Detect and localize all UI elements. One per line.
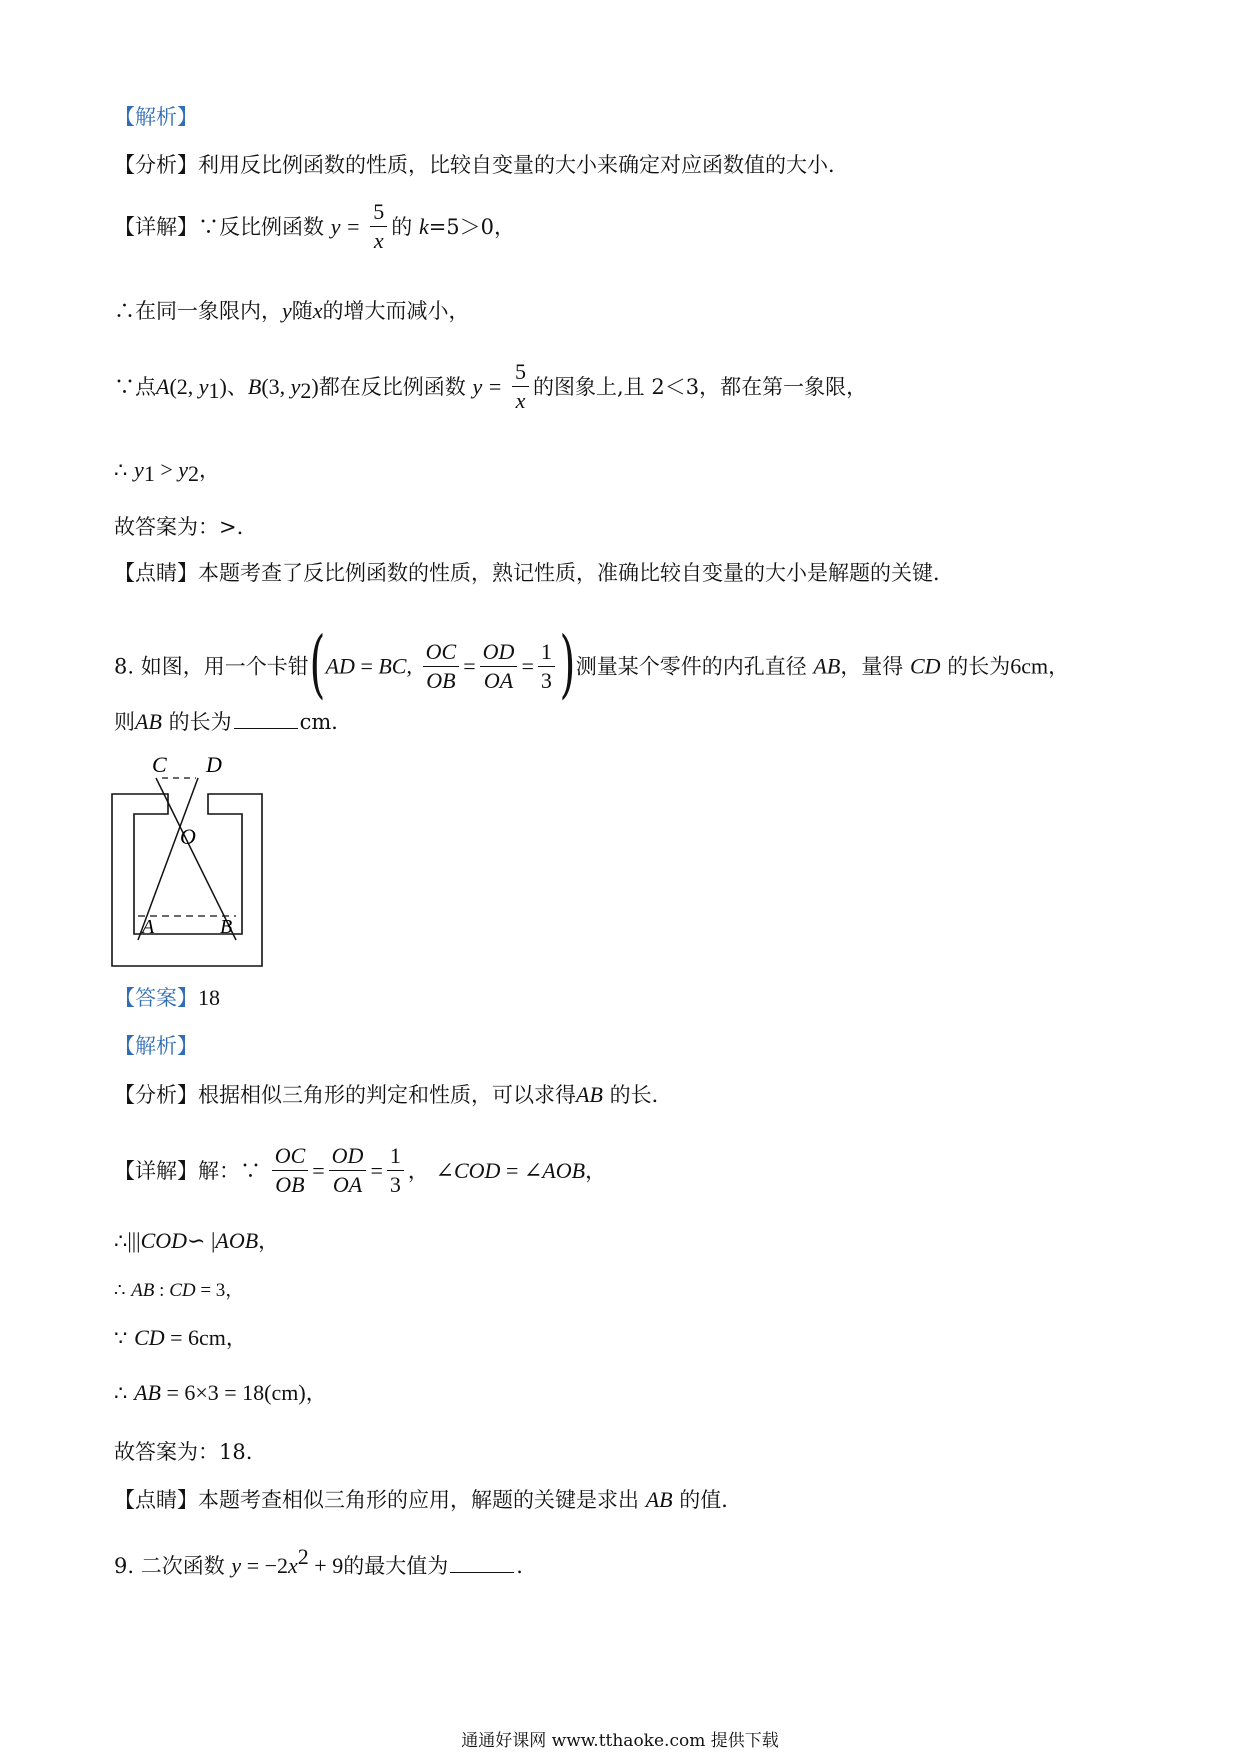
step-ratio: ∴ AB : CD = 3， — [114, 1280, 244, 1301]
fraction-od-oa: $\frac{OD}{OA}$ — [480, 638, 518, 695]
inequality-line: ∴ $y_1 > y_2$， — [114, 457, 220, 486]
detail-line-8: 【详解】解：∵ $\frac{OC}{OB}$ = $\frac{OD}{OA}$ = $\frac{1}{3}$ ， ∠COD = ∠AOB， — [114, 1143, 607, 1197]
dianjing-line-1: 【点睛】本题考查了反比例函数的性质，熟记性质，准确比较自变量的大小是解题的关键． — [114, 561, 954, 585]
question-8-line-2: 则AB 的长为 cm． — [114, 706, 352, 737]
analysis-heading-8: 【解析】 — [114, 1034, 198, 1058]
answer-line-8: 故答案为：18. — [114, 1440, 253, 1464]
conclude-line: ∴在同一象限内，y随x的增大而减小， — [114, 298, 470, 323]
label-c: C — [152, 752, 167, 777]
step-cd: ∵ CD = 6cm， — [114, 1325, 247, 1350]
question-8: 8. 如图，用一个卡钳(AD = BC, $\frac{OC}{OB}$ = $\frac{OD}{OA}$ = $\frac{1}{3}$ )测量某个零件的内孔直径 AB，量得 CD 的长为6cm， — [114, 621, 1070, 707]
answer-heading-8: 【答案】18 — [114, 985, 220, 1010]
fenxi-text: 利用反比例函数的性质，比较自变量的大小来确定对应函数值的大小． — [198, 153, 849, 177]
fraction-5-over-x: $\frac{5}{x}$ — [370, 198, 387, 255]
step-similar: ∴|||COD∽ |AOB， — [114, 1228, 280, 1253]
step-ab: ∴ AB = 6×3 = 18(cm)， — [114, 1380, 327, 1405]
answer-blank — [234, 706, 298, 729]
footer-text: 通通好课网 www.tthaoke.com 提供下载 — [461, 1731, 779, 1751]
dianjing-line-8: 【点睛】本题考查相似三角形的应用，解题的关键是求出 AB 的值． — [114, 1487, 743, 1512]
answer-blank-9 — [450, 1550, 514, 1573]
detail-tag: 【详解】 — [114, 215, 198, 239]
analysis-heading: 【解析】 — [114, 105, 198, 129]
answer-line-1: 故答案为：>. — [114, 515, 244, 539]
label-a: A — [142, 916, 155, 938]
analysis-line-8: 【分析】根据相似三角形的判定和性质，可以求得AB 的长． — [114, 1082, 673, 1107]
detail-text: ∵反比例函数 — [198, 215, 324, 239]
fenxi-tag: 【分析】 — [114, 153, 198, 177]
analysis-line — [114, 150, 849, 180]
fraction-5-over-x-2: $\frac{5}{x}$ — [512, 358, 529, 415]
math-y-eq: y — [330, 214, 341, 239]
caliper-outline — [112, 794, 262, 966]
label-b: B — [220, 916, 233, 938]
fraction-oc-ob: $\frac{OC}{OB}$ — [423, 638, 460, 695]
points-line: ∵点A(2, $y_1$)、B(3, $y_2$)都在反比例函数 y = $\frac{5}{x}$ 的图象上,且 2＜3，都在第一象限， — [114, 359, 868, 413]
question-9: 9. 二次函数 $y = -2x^2 + 9$的最大值为 . — [114, 1544, 523, 1578]
label-d: D — [206, 752, 222, 777]
fraction-1-3: $\frac{1}{3}$ — [538, 638, 555, 695]
label-o: O — [180, 824, 196, 849]
detail-line: 【详解】∵反比例函数 y = $\frac{5}{x}$ 的 k=5＞0， — [114, 199, 516, 253]
caliper-figure — [104, 752, 274, 972]
